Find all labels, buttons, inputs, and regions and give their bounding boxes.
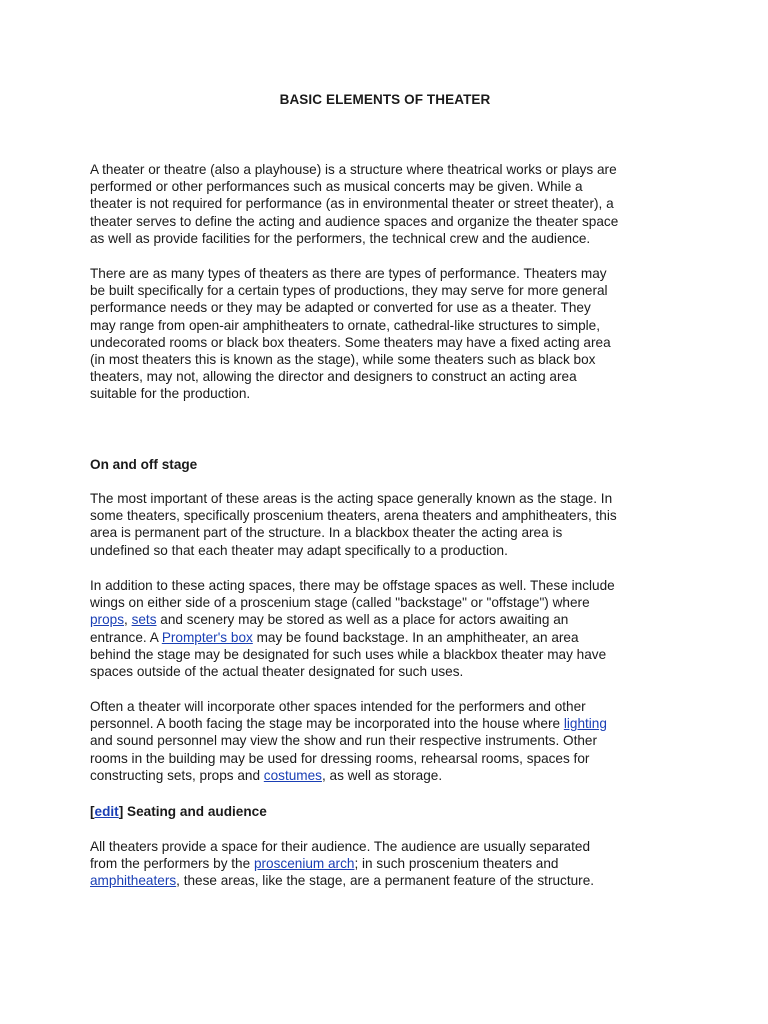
text-line: theater is not required for performance (as in environmental theater or street theater), a: [90, 196, 614, 212]
text-fragment: and scenery may be stored as well as a place for actors awaiting an: [156, 612, 569, 628]
text-line: All theaters provide a space for their audience. The audience are usually separated: [90, 839, 591, 854]
text-line: as well as provide facilities for the performers, the technical crew and the audience.: [90, 230, 591, 246]
text-line: spaces outside of the actual theater designated for such uses.: [90, 664, 464, 680]
text-line: suitable for the production.: [90, 386, 251, 402]
text-fragment: , as well as storage.: [321, 767, 443, 783]
text-line: [90, 611, 680, 628]
text-line: (in most theaters this is known as the stage), while some theaters such as black box: [90, 352, 596, 368]
text-line: performed or other performances such as musical concerts may be given. While a: [90, 179, 583, 195]
text-fragment: constructing sets, props and: [90, 767, 264, 783]
text-line: undefined so that each theater may adapt specifically to a production.: [90, 542, 508, 558]
text-line: [90, 715, 680, 732]
text-line: some theaters, specifically proscenium theaters, arena theaters and amphitheaters, this: [90, 508, 617, 524]
text-line: There are as many types of theaters as there are types of performance. Theaters may: [90, 266, 607, 281]
text-line: be built specifically for a certain types of productions, they may serve for more general: [90, 283, 608, 299]
text-fragment: entrance. A: [90, 629, 162, 645]
text-line: area is permanent part of the structure. In a blackbox theater the acting area is: [90, 525, 563, 541]
text-fragment: personnel. A booth facing the stage may be incorporated into the house where: [90, 716, 564, 732]
text-fragment: ; in such proscenium theaters and: [354, 856, 559, 872]
prompters-box-link[interactable]: Prompter's box: [161, 629, 253, 645]
text-line: [90, 767, 680, 784]
text-line: [90, 872, 680, 889]
proscenium-arch-link[interactable]: proscenium arch: [253, 856, 355, 872]
section-heading-seating-and-audience: [90, 803, 680, 820]
lighting-link[interactable]: lighting: [563, 716, 607, 732]
text-line: performance needs or they may be adapted or converted for use as a theater. They: [90, 300, 591, 316]
bracket-close: ]: [118, 804, 124, 819]
text-line: rooms in the building may be used for dressing rooms, rehearsal rooms, spaces for: [90, 750, 590, 766]
section-heading-on-and-off-stage: On and off stage: [90, 457, 198, 472]
text-line: theaters, may not, allowing the director and designers to construct an acting area: [90, 369, 577, 385]
document-title: BASIC ELEMENTS OF THEATER: [279, 92, 491, 107]
costumes-link[interactable]: costumes: [263, 767, 322, 783]
text-line: The most important of these areas is the acting space generally known as the stage. In: [90, 491, 613, 506]
text-line: may range from open-air amphitheaters to ornate, cathedral-like structures to simple,: [90, 317, 600, 333]
text-line: theater serves to define the acting and audience spaces and organize the theater space: [90, 213, 619, 229]
text-line: Often a theater will incorporate other spaces intended for the performers and other: [90, 699, 586, 714]
text-line: wings on either side of a proscenium stage (called "backstage" or "offstage") where: [90, 595, 590, 611]
text-line: behind the stage may be designated for such uses while a blackbox theater may have: [90, 646, 607, 662]
stage-paragraph-3: [90, 698, 680, 784]
stage-paragraph-1: [90, 490, 680, 559]
section-heading-text: Seating and audience: [123, 804, 267, 819]
text-line: A theater or theatre (also a playhouse) is a structure where theatrical works or plays are: [90, 162, 617, 177]
intro-paragraph-1: [90, 161, 680, 247]
bracket-open: [: [90, 804, 95, 819]
text-line: In addition to these acting spaces, there may be offstage spaces as well. These include: [90, 578, 615, 593]
stage-paragraph-2: [90, 577, 680, 680]
intro-paragraph-2: [90, 265, 680, 403]
text-fragment: ,: [124, 612, 132, 628]
seating-paragraph-1: [90, 838, 680, 890]
text-line: and sound personnel may view the show and run their respective instruments. Other: [90, 733, 598, 749]
amphitheaters-link[interactable]: amphitheaters: [90, 873, 177, 889]
text-fragment: , these areas, like the stage, are a permanent feature of the structure.: [176, 873, 595, 889]
text-fragment: may be found backstage. In an amphitheater, an area: [252, 629, 579, 645]
text-fragment: from the performers by the: [90, 856, 254, 872]
text-line: [90, 855, 680, 872]
sets-link[interactable]: sets: [131, 612, 157, 628]
props-link[interactable]: props: [90, 612, 125, 628]
edit-link[interactable]: edit: [94, 804, 119, 819]
text-line: undecorated rooms or black box theaters. Some theaters may have a fixed acting area: [90, 334, 611, 350]
text-line: [90, 629, 680, 646]
